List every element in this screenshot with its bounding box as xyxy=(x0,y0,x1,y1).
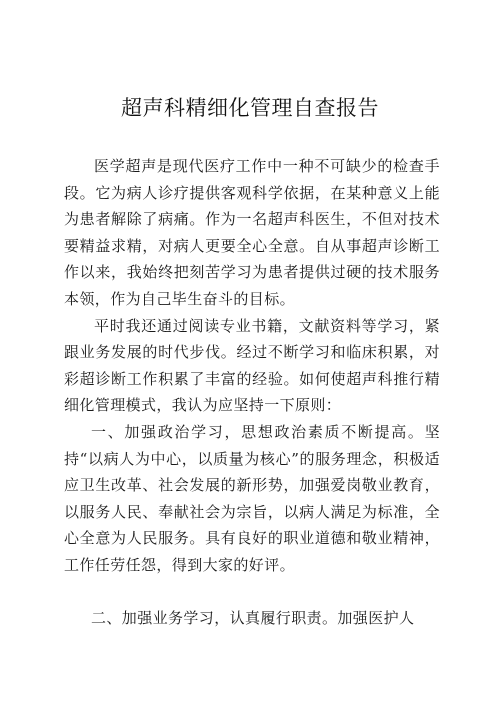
paragraph-study: 平时我还通过阅读专业书籍，文献资料等学习，紧跟业务发展的时代步伐。经过不断学习和临床积累，对彩超诊断工作积累了丰富的经验。如何使超声科推行精细化管理模式，我认为应坚持一下原则： xyxy=(64,316,440,415)
paragraph-principle-two: 二、加强业务学习，认真履行职责。加强医护人 xyxy=(91,608,415,627)
paragraph-intro: 医学超声是现代医疗工作中一种不可缺少的检查手段。它为病人诊疗提供客观科学依据，在某种意义上能为患者解除了病痛。作为一名超声科医生，不但对技术要精益求精，对病人更要全心全意。自从事超声诊断工作以来，我始终把刻苦学习为患者提供过硬的技术服务本领，作为自己毕生奋斗的目标。 xyxy=(64,157,440,308)
document-body xyxy=(64,153,440,631)
paragraph-principle-one: 一、加强政治学习，思想政治素质不断提高。坚持“以病人为中心，以质量为核心”的服务理念，积极适应卫生改革、社会发展的新形势，加强爱岗敬业教育，以服务人民、奉献社会为宗旨，以病人满足为标准，全心全意为人民服务。具有良好的职业道德和敬业精神，工作任劳任怨，得到大家的好评。 xyxy=(64,422,440,574)
document-title: 超声科精细化管理自查报告 xyxy=(121,96,379,120)
